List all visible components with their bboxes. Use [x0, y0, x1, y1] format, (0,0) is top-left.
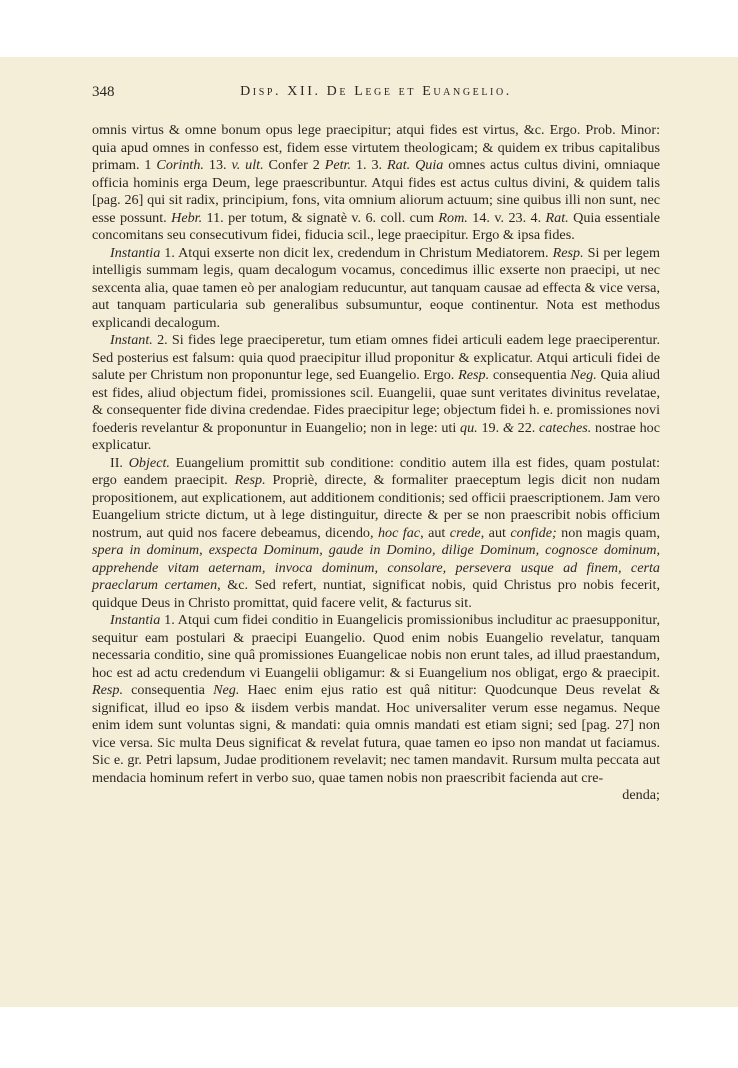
book-page — [0, 57, 738, 1007]
italic-run: Resp. — [458, 367, 490, 383]
text-body — [92, 122, 660, 805]
text-run: 1. Atqui cum fidei conditio in Euangelicis promissionibus includitur ac praesupponitur, sequitur eam postulari & praecipi Euangelio. Quod enim nobis Euangelio revelatur, tanquam necessaria conditio, sine quâ promissiones Euangelicae nobis non erunt tales, ad illud praestandum, hoc est ad actu credendum vi Euangelii obligamur: & si Euangelium nos obligat, ergo & praecipit. — [92, 612, 660, 681]
paragraph-argument — [92, 122, 660, 245]
catchword: denda; — [622, 787, 660, 803]
italic-run: spera in dominum, exspecta Dominum, gaude in Domino, dilige Dominum, cognosce dominum, apprehende vitam aeternam, invoca dominum, consolare, persevera usque ad finem, certa praeclarum certamen — [92, 542, 660, 593]
italic-run: Instantia — [110, 612, 161, 628]
text-run: Euangelium promittit sub conditione: conditio autem illa est fides, quam postulat: ergo eandem praecipit. — [92, 454, 660, 488]
text-run: , aut — [420, 524, 450, 541]
text-run: consequentia — [489, 367, 571, 383]
text-run: Si per legem intelligis summam legis, quam decalogum vocamus, concedimus illic exserte non praecipi, ut nec sexcenta alia, quae tamen eò per analogiam reducuntur, aut tanquam causae ad effecta & vice versa, aut tanquam particularia sub generalibus subsumuntur, eoque continentur. Nota est methodus explicandi decalogum. — [92, 244, 660, 331]
page-number: 348 — [92, 84, 115, 100]
paragraph-instantia-1 — [92, 245, 660, 333]
text-run: Quia essentiale concomitans seu consecutivum fidei, fiducia scil., lege praecipitur. Ergo & ipsa fides. — [92, 209, 660, 243]
italic-run: Rom. — [438, 209, 468, 226]
italic-run: Petr. — [324, 157, 352, 173]
text-run: 1. Atqui exserte non dicit lex, credendum in Christum Mediatorem. — [160, 244, 553, 261]
text-run: Propriè, directe, & formaliter praeceptum legis dicit non nudam propositionem, aut explicationem, aut additionem conditionis; sed officii praescriptionem. Jam vero Euangelium stricte dictum, ut à lege distinguitur, directe & per se non praescribit nobis officium nostrum, aut quid nos facere debeamus, dicendo, — [92, 472, 660, 541]
italic-run: Instantia — [110, 244, 161, 261]
text-run: nostrae hoc explicatur. — [92, 419, 660, 453]
italic-run: cateches. — [539, 419, 592, 436]
italic-run: Object. — [128, 454, 170, 471]
italic-run: Corinth. — [156, 157, 204, 173]
italic-run: Instant. — [110, 332, 153, 348]
text-run: omnis virtus & omne bonum opus lege praecipitur; atqui fides est virtus, &c. Ergo. Prob. Minor: quia apud omnes in confesso est, fidem esse virtutem theologicam; & quidem ex tribus capitalibus primam. 1 — [92, 122, 660, 173]
text-run: non magis quam, — [556, 524, 661, 541]
text-run: Confer 2 — [263, 157, 325, 173]
text-run: 1. 3. — [351, 157, 387, 173]
italic-run: qu. — [460, 419, 478, 436]
italic-run: Neg. — [213, 682, 240, 698]
text-run: omnes actus cultus divini, omniaque officia hominis erga Deum, lege praescribuntur. Atqui fides est actus cultus divini, & quidem talis [pag. 26] qui sit radix, principium, fons, vita omnium aliorum actuum; sine quibus illi non sunt, nec esse possunt. — [92, 157, 660, 226]
text-run: II. — [110, 454, 129, 471]
text-run: Quia aliud est fides, aliud objectum fidei, promissiones scil. Euangelii, quae sunt veritates divinitus revelatae, & consequenter fide divina credendae. Fides praecipitur lege; objectum fidei h. e. promissiones novi foederis revelantur & proponuntur in Euangelio; non in lege: uti — [92, 367, 661, 436]
italic-run: Resp. — [552, 244, 584, 261]
text-run: 14. v. 23. 4. — [467, 209, 546, 226]
italic-run: crede — [449, 524, 481, 541]
italic-run: Rat. Quia — [386, 157, 444, 173]
text-run: , &c. Sed refert, nuntiat, significat nobis, quid Christus pro nobis fecerit, quidque Deus in Christo promittat, quid facere velit, & facturus sit. — [92, 577, 660, 611]
italic-run: confide; — [510, 524, 557, 541]
italic-run: Resp. — [92, 682, 124, 698]
text-run: Haec enim ejus ratio est quâ nititur: Quodcunque Deus revelat & significat, illud eo ipso & iisdem verbis mandat. Hoc universaliter verum esse negamus. Neque enim idem sunt voluntas signi, & mandati: quia omnis mandati est etiam signi; sed [pag. 27] non vice versa. Sic multa Deus significat & revelat futura, quae tamen eo ipso non mandat ut faciamus. Sic e. gr. Petri lapsum, Judae proditionem revelavit; nec tamen mandavit. Rursum multa peccata aut mendacia hominum refert in verbo suo, quae tamen nobis non praescribit facienda aut cre- — [92, 682, 661, 786]
text-run: 2. Si fides lege praeciperetur, tum etiam omnes fidei articuli eadem lege praeciperentur. Sed posterius est falsum: quia quod praecipitur illud proponitur & explicatur. Atqui articuli fidei de salute per Christum non proponuntur lege, sed Euangelio. Ergo. — [92, 332, 660, 383]
italic-run: Neg. — [570, 367, 597, 383]
paragraph-instantia-1b — [92, 612, 660, 787]
paragraph-objection-2 — [92, 455, 660, 613]
italic-run: Rat. — [545, 209, 569, 226]
italic-run: & — [502, 419, 518, 436]
running-header — [92, 84, 660, 104]
text-run: consequentia — [123, 682, 214, 698]
text-run: 11. per totum, & signatè v. 6. coll. cum — [202, 209, 439, 226]
italic-run: Resp. — [234, 472, 266, 488]
italic-run: v. ult. — [231, 157, 264, 173]
italic-run: Hebr. — [171, 209, 203, 226]
running-title: Disp. XII. De Lege et Euangelio. — [240, 84, 512, 99]
text-run: 22. — [517, 419, 540, 436]
text-run: 19. — [477, 419, 503, 436]
italic-run: hoc fac — [377, 524, 421, 541]
text-run: 13. — [203, 157, 232, 173]
paragraph-instantia-2 — [92, 332, 660, 455]
text-run: , aut — [480, 524, 511, 541]
